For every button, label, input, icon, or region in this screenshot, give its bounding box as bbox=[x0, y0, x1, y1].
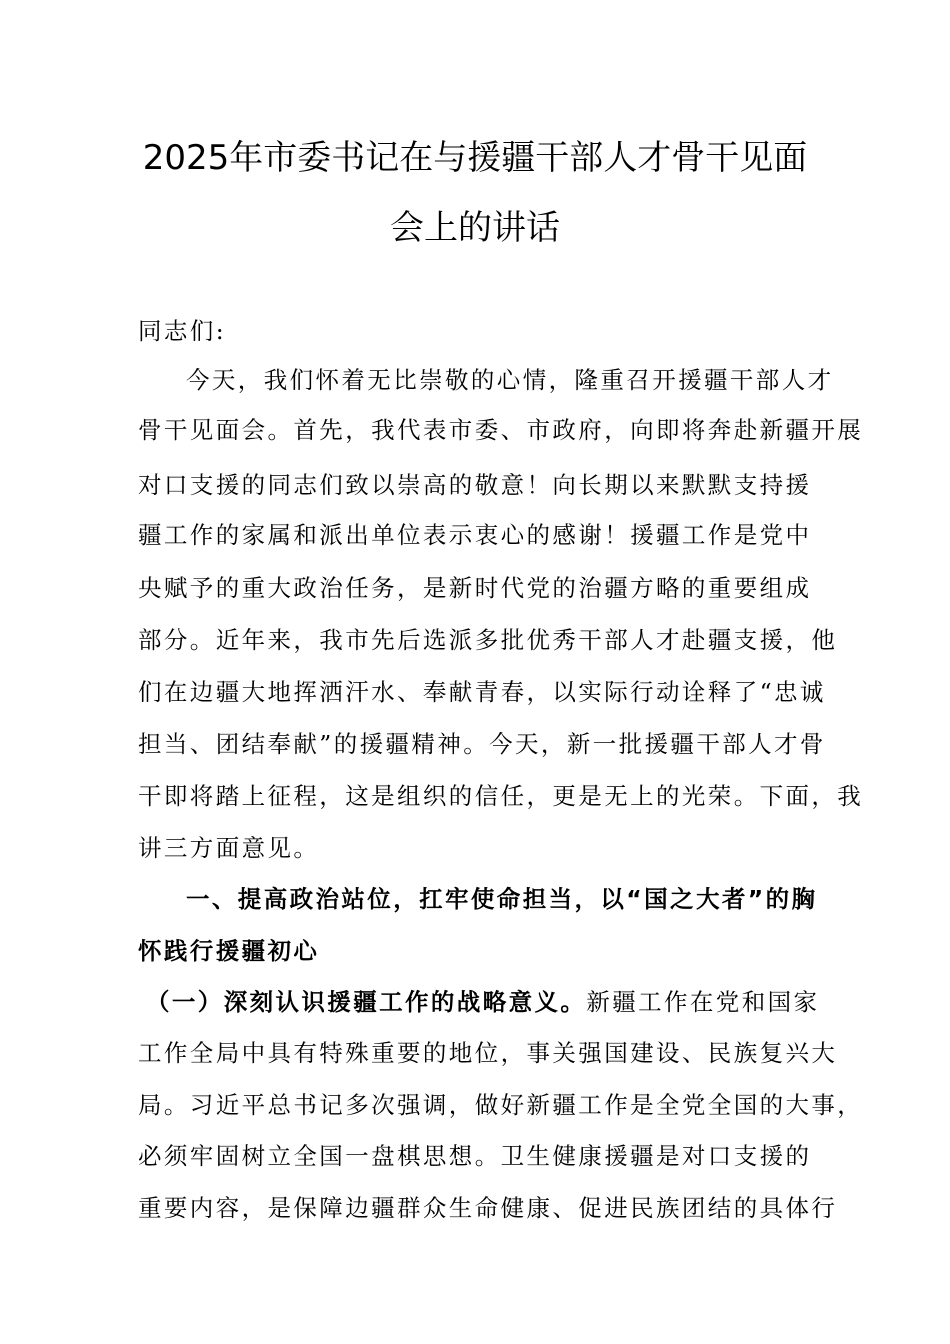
paragraph-line: 工作全局中具有特殊重要的地位，事关强国建设、民族复兴大 bbox=[138, 1039, 838, 1067]
paragraph-line: 疆工作的家属和派出单位表示衷心的感谢！援疆工作是党中 bbox=[138, 521, 812, 549]
paragraph-line: 今天，我们怀着无比崇敬的心情，隆重召开援疆干部人才 bbox=[186, 366, 834, 394]
paragraph-line: 骨干见面会。首先，我代表市委、市政府，向即将奔赴新疆开展 bbox=[138, 416, 864, 444]
paragraph-line: 干即将踏上征程，这是组织的信任，更是无上的光荣。下面，我 bbox=[138, 782, 864, 810]
heading-line: 怀践行援疆初心 bbox=[138, 937, 320, 965]
paragraph-line: 担当、团结奉献”的援疆精神。今天，新一批援疆干部人才骨 bbox=[138, 730, 826, 758]
salutation: 同志们: bbox=[138, 317, 227, 345]
subsection-first-line bbox=[146, 987, 836, 1017]
paragraph-line: 讲三方面意见。 bbox=[138, 834, 320, 862]
paragraph-line: 重要内容，是保障边疆群众生命健康、促进民族团结的具体行 bbox=[138, 1194, 838, 1222]
paragraph-line: 必须牢固树立全国一盘棋思想。卫生健康援疆是对口支援的 bbox=[138, 1142, 812, 1170]
document-title-line-2: 会上的讲话 bbox=[390, 208, 560, 248]
paragraph-line: 央赋予的重大政治任务，是新时代党的治疆方略的重要组成 bbox=[138, 574, 812, 602]
paragraph-line: 对口支援的同志们致以崇高的敬意！向长期以来默默支持援 bbox=[138, 471, 812, 499]
paragraph-line: 们在边疆大地挥洒汗水、奉献青春，以实际行动诠释了“忠诚 bbox=[138, 678, 826, 706]
heading-line: 一、提高政治站位，扛牢使命担当，以“国之大者”的胸 bbox=[186, 885, 818, 913]
subsection-lead-bold: （一）深刻认识援疆工作的战略意义。 bbox=[146, 988, 587, 1016]
document-title-line-1: 2025年市委书记在与援疆干部人才骨干见面 bbox=[142, 138, 808, 178]
subsection-lead-rest: 新疆工作在党和国家 bbox=[586, 988, 820, 1016]
paragraph-line: 局。习近平总书记多次强调，做好新疆工作是全党全国的大事， bbox=[138, 1091, 864, 1119]
paragraph-line: 部分。近年来，我市先后选派多批优秀干部人才赴疆支援，他 bbox=[138, 626, 838, 654]
